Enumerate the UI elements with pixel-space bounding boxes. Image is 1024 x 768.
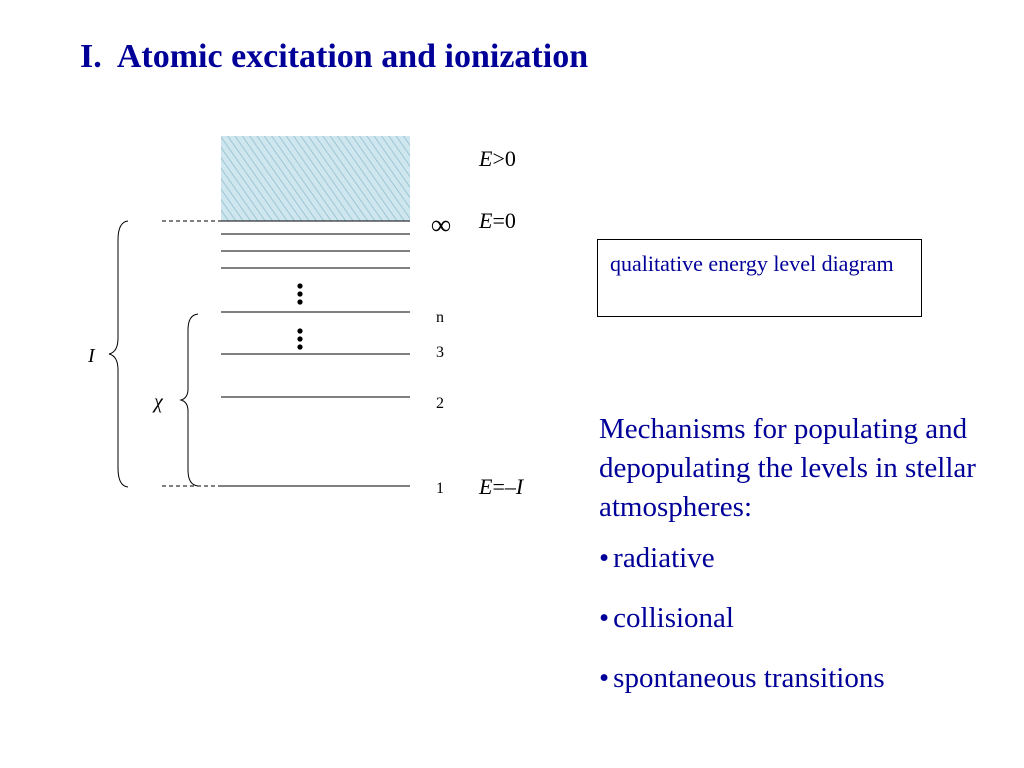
continuum-region <box>221 136 410 221</box>
energy-ground-label <box>478 474 525 499</box>
ionization-energy-label: I <box>88 345 95 367</box>
level-label-2: 2 <box>436 395 444 412</box>
energy-positive-label <box>478 146 516 171</box>
diagram-note-box <box>597 239 922 317</box>
bullet-icon: • <box>599 542 610 574</box>
energy-symbol: E <box>479 474 493 499</box>
energy-zero-label <box>478 208 516 233</box>
ionization-brace <box>109 221 128 487</box>
bullet-icon: • <box>599 662 610 694</box>
infinity-symbol: ∞ <box>431 210 451 241</box>
ellipsis-dot <box>297 299 302 304</box>
mechanism-item-spontaneous <box>599 659 1009 698</box>
mechanism-item-label: collisional <box>613 602 734 634</box>
bullet-icon: • <box>599 602 610 634</box>
mechanism-item-label: spontaneous transitions <box>613 662 885 694</box>
level-label-n: n <box>436 309 444 326</box>
mechanism-item-collisional <box>599 599 1009 638</box>
ellipsis-dot <box>297 344 302 349</box>
ellipsis-dot <box>297 336 302 341</box>
level-label-1: 1 <box>436 480 444 497</box>
energy-relation: =0 <box>492 208 516 233</box>
ellipsis-dot <box>297 283 302 288</box>
ellipsis-dot <box>297 291 302 296</box>
mechanism-item-radiative <box>599 539 1009 578</box>
energy-relation: >0 <box>492 146 516 171</box>
energy-symbol: E <box>479 208 493 233</box>
diagram-note-text: qualitative energy level diagram <box>610 251 894 276</box>
mechanism-item-label: radiative <box>613 542 715 574</box>
level-label-3: 3 <box>436 344 444 361</box>
excitation-brace <box>181 314 198 486</box>
mechanisms-text-block <box>599 410 1009 719</box>
energy-ionization-symbol: I <box>515 474 524 499</box>
excitation-energy-label: χ <box>154 391 163 413</box>
mechanisms-intro: Mechanisms for populating and depopulating the levels in stellar atmospheres: <box>599 413 976 523</box>
slide-title: I. Atomic excitation and ionization <box>80 38 589 75</box>
energy-relation: =– <box>492 474 516 499</box>
energy-symbol: E <box>479 146 493 171</box>
ellipsis-dot <box>297 328 302 333</box>
